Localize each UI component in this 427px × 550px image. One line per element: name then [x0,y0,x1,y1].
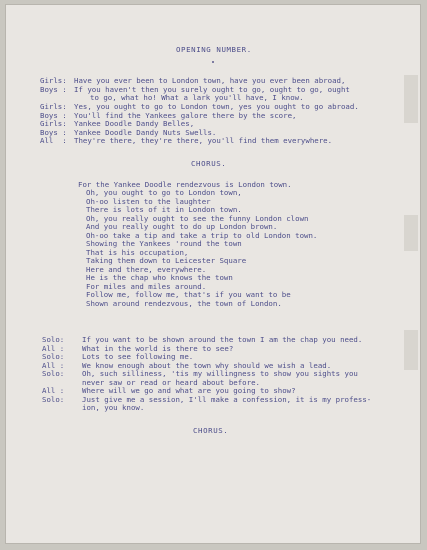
lyric-line: If you haven't then you surely ought to go, ought to go, ought [74,85,350,94]
lyric-line: For miles and miles around. [86,282,207,291]
speaker-label: All : [40,136,67,145]
tape-mark [404,75,418,123]
speaker-label: All : [42,361,65,370]
chorus-title: CHORUS. [191,159,227,168]
lyric-line: He is the chap who knows the town [86,273,233,282]
lyric-line: never saw or read or heard about before. [82,378,260,387]
lyric-line: Showing the Yankees 'round the town [86,239,242,248]
opening-title: OPENING NUMBER. [176,45,252,54]
lyric-line: Oh, such silliness, 'tis my willingness to show you sights you [82,369,358,378]
lyric-line: What in the world is there to see? [82,344,234,353]
chorus-title: CHORUS. [193,426,229,435]
lyric-line: Where will we go and what are you going to show? [82,386,296,395]
lyric-line: Lots to see following me. [82,352,194,361]
speaker-label: Solo: [42,395,65,404]
speaker-label: Boys : [40,128,67,137]
lyric-line: Oh-oo listen to the laughter [86,197,211,206]
lyric-line: to go, what ho! What a lark you'll have, I know. [90,93,304,102]
lyric-line: Yankee Doodle Dandy Belles, [74,119,195,128]
lyric-line: Yankee Doodle Dandy Nuts Swells. [74,128,217,137]
lyric-line: ion, you know. [82,403,145,412]
speaker-label: Boys : [40,85,67,94]
lyric-line: Oh-oo take a tip and take a trip to old London town. [86,231,318,240]
speaker-label: All : [42,344,65,353]
speaker-label: Girls: [40,102,67,111]
lyric-line: Yes, you ought to go to London town, yes you ought to go abroad. [74,102,359,111]
lyric-line: That is his occupation, [86,248,189,257]
speaker-label: Girls: [40,119,67,128]
speaker-label: All : [42,386,65,395]
tape-mark [404,215,418,251]
lyric-line: We know enough about the town why should we wish a lead. [82,361,332,370]
typescript-page [6,5,420,543]
tape-mark [404,330,418,370]
lyric-line: Just give me a session, I'll make a confession, it is my profess- [82,395,372,404]
speaker-label: Girls: [40,76,67,85]
speaker-label: Solo: [42,369,65,378]
lyric-line: And you really ought to do up London brown. [86,222,278,231]
ink-dot [212,61,214,63]
lyric-line: Oh, you really ought to see the funny London clown [86,214,309,223]
lyric-line: Follow me, follow me, that's if you want to be [86,290,291,299]
lyric-line: Have you ever been to London town, have you ever been abroad, [74,76,346,85]
lyric-line: If you want to be shown around the town I am the chap you need. [82,335,363,344]
lyric-line: There is lots of it in London town. [86,205,242,214]
lyric-line: You'll find the Yankees galore there by the score, [74,111,297,120]
speaker-label: Solo: [42,335,65,344]
speaker-label: Solo: [42,352,65,361]
lyric-line: Here and there, everywhere. [86,265,207,274]
lyric-line: For the Yankee Doodle rendezvous is London town. [78,180,292,189]
lyric-line: Oh, you ought to go to London town, [86,188,242,197]
lyric-line: Shown around rendezvous, the town of London. [86,299,282,308]
speaker-label: Boys : [40,111,67,120]
lyric-line: Taking them down to Leicester Square [86,256,247,265]
lyric-line: They're there, they're there, you'll find them everywhere. [74,136,333,145]
